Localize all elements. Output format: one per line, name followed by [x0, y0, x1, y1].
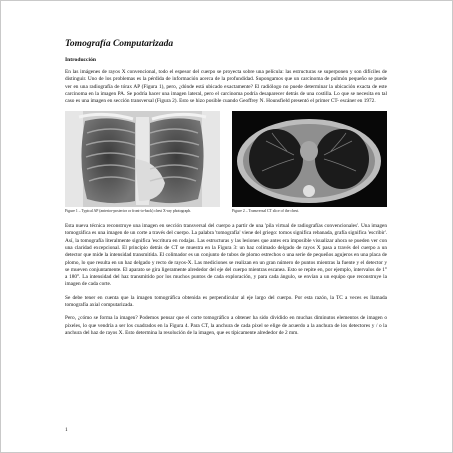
figure-1-caption: Figure 1 – Typical AP (anterior-posterior or front-to-back) chest X-ray photograph.: [65, 209, 192, 214]
paragraph-3: Se debe tener en cuenta que la imagen tomográfica obtenida es perpendicular al eje largo del cuerpo. Por esta razón, la TC a veces es llamada tomografía axial computarizada.: [65, 294, 387, 309]
figure-2-caption: Figure 2 – Transversal CT slice of the chest.: [232, 209, 300, 214]
paragraph-1: En las imágenes de rayos X convencional, todo el espesor del cuerpo se proyecta sobre una película: las estructuras se superponen y son difíciles de distinguir. Uno de los problemas es la pérdida de información acerca de la profundidad. Supongamos que un carcinoma de pulmón pequeño se puede ver en una radiografía de tórax AP (Figura 1), pero, ¿dónde está ubicado exactamente? El radiólogo no puede determinar la ubicación exacta de este carcinoma en la imagen PA. Se podría hacer una imagen lateral, pero el carcinoma podría desaparecer detrás de una costilla. Lo que se necesita en tal caso es una imagen en sección transversal (Figura 2). Esto se hizo posible cuando Geoffrey N. Hounsfield presentó el primer CT- escáner en 1972.: [65, 69, 387, 105]
figure-2: [232, 111, 387, 214]
figures-row: [65, 111, 387, 214]
section-heading: Introducción: [65, 57, 96, 63]
figure-1: [65, 111, 220, 214]
paragraph-4: Pero, ¿cómo se forma la imagen? Podemos pensar que el corte tomográfico a obtener ha sido dividido en muchas diminutos elementos de imagen o pixeles, lo que vendría a ser los cuadrados en la Figura 4. Para CT, la anchura de cada pixel se elige de acuerdo a la anchura de los detectores y / o la anchura del haz de rayos X. Esto determina la resolución de la imagen, que es típicamente alrededor de 2 mm.: [65, 315, 387, 336]
ct-slice-image: [232, 111, 387, 207]
page-content: [65, 39, 387, 343]
document-title: Tomografía Computarizada: [65, 39, 174, 49]
chest-xray-image: [65, 111, 220, 207]
page-number: 1: [65, 427, 68, 433]
paragraph-2: Esta nueva técnica reconstruye una imagen en sección transversal del cuerpo a partir de una 'pila virtual de radiografías convencionales'. Una imagen tomográfica es una imagen de un corte a través del cuerpo. La palabra 'tomografía' viene del griego: tomos significa rebanada, grafía significa 'escribir'. Así, la tomografía literalmente significa 'escritura en rodajas. Las estructuras y las lesiones que antes era imposible visualizar ahora se pueden ver con una claridad excepcional. El principio detrás de CT se muestra en la Figura 3: un haz colimado delgado de rayos X pasa a través del cuerpo a un detector que mide la intensidad transmitida. El colimador es un conjunto de tubos de plomo estrechos o una serie de pequeños agujeros en una placa de plomo, lo que resulta en un haz delgado y recto de rayos-X. Las mediciones se realizan en un gran número de puntos mientras la fuente y el detector y se mueven conjuntamente. El aparato se gira ligeramente alrededor del eje del cuerpo mientras escanea. Esto se repite en, por ejemplo, intervalos de 1° a 180°. La intensidad del haz transmitido por los muchos puntos de cada exploración, y para cada ángulo, se envían a un equipo que reconstruye la imagen de cada corte.: [65, 223, 387, 288]
